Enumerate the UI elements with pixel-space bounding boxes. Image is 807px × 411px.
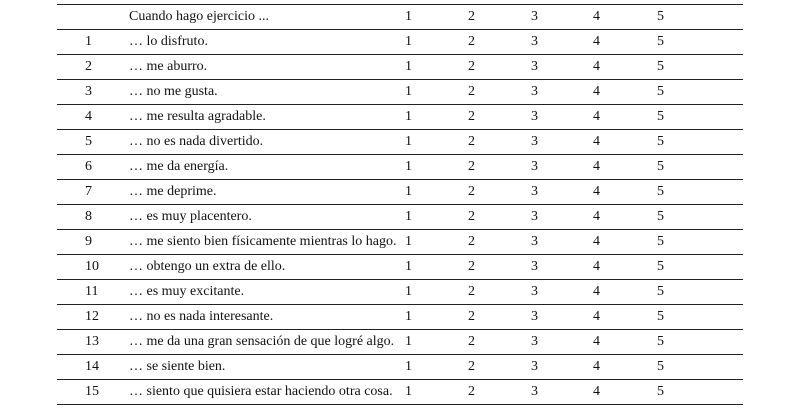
- scale-option-3: 3: [524, 280, 586, 305]
- item-statement: … es muy excitante.: [126, 280, 398, 305]
- item-statement: … es muy placentero.: [126, 205, 398, 230]
- item-statement: … me aburro.: [126, 55, 398, 80]
- scale-option-5: 5: [649, 180, 743, 205]
- scale-option-3: 3: [524, 380, 586, 405]
- scale-option-2: 2: [461, 255, 524, 280]
- item-statement: … no me gusta.: [126, 80, 398, 105]
- scale-option-3: 3: [524, 230, 586, 255]
- item-number: 9: [57, 230, 126, 255]
- table-row: [57, 105, 743, 130]
- scale-option-5: 5: [649, 230, 743, 255]
- scale-option-3: 3: [524, 55, 586, 80]
- item-number: 12: [57, 305, 126, 330]
- item-number: 10: [57, 255, 126, 280]
- scale-option-4: 4: [586, 105, 649, 130]
- scale-option-1: 1: [398, 230, 461, 255]
- table-row: [57, 205, 743, 230]
- scale-option-5: 5: [649, 30, 743, 55]
- questionnaire-table-container: [57, 4, 743, 405]
- scale-option-3: 3: [524, 205, 586, 230]
- header-scale-cell-1: 1: [398, 5, 461, 30]
- scale-option-4: 4: [586, 380, 649, 405]
- scale-option-1: 1: [398, 330, 461, 355]
- header-statement-cell: Cuando hago ejercicio ...: [126, 5, 398, 30]
- scale-option-4: 4: [586, 205, 649, 230]
- item-number: 15: [57, 380, 126, 405]
- item-number: 11: [57, 280, 126, 305]
- item-number: 2: [57, 55, 126, 80]
- scale-option-5: 5: [649, 255, 743, 280]
- table-row: [57, 280, 743, 305]
- scale-option-5: 5: [649, 330, 743, 355]
- scale-option-4: 4: [586, 355, 649, 380]
- scale-option-1: 1: [398, 205, 461, 230]
- scale-option-4: 4: [586, 180, 649, 205]
- table-row: [57, 55, 743, 80]
- scale-option-1: 1: [398, 130, 461, 155]
- table-row: [57, 330, 743, 355]
- item-statement: … me deprime.: [126, 180, 398, 205]
- scale-option-3: 3: [524, 355, 586, 380]
- item-statement: … no es nada interesante.: [126, 305, 398, 330]
- item-number: 4: [57, 105, 126, 130]
- scale-option-2: 2: [461, 55, 524, 80]
- item-statement: … me resulta agradable.: [126, 105, 398, 130]
- scale-option-3: 3: [524, 155, 586, 180]
- scale-option-1: 1: [398, 255, 461, 280]
- scale-option-3: 3: [524, 30, 586, 55]
- header-scale-cell-5: 5: [649, 5, 743, 30]
- header-scale-cell-4: 4: [586, 5, 649, 30]
- item-statement: … siento que quisiera estar haciendo otra cosa.: [126, 380, 398, 405]
- scale-option-5: 5: [649, 205, 743, 230]
- scale-option-4: 4: [586, 55, 649, 80]
- scale-option-5: 5: [649, 55, 743, 80]
- table-row: [57, 130, 743, 155]
- scale-option-4: 4: [586, 330, 649, 355]
- item-statement: … no es nada divertido.: [126, 130, 398, 155]
- table-row: [57, 80, 743, 105]
- scale-option-1: 1: [398, 305, 461, 330]
- scale-option-3: 3: [524, 255, 586, 280]
- scale-option-2: 2: [461, 80, 524, 105]
- scale-option-3: 3: [524, 305, 586, 330]
- item-statement: … se siente bien.: [126, 355, 398, 380]
- item-number: 3: [57, 80, 126, 105]
- table-row: [57, 305, 743, 330]
- item-statement: … me da una gran sensación de que logré algo.: [126, 330, 398, 355]
- scale-option-5: 5: [649, 155, 743, 180]
- item-statement: … obtengo un extra de ello.: [126, 255, 398, 280]
- scale-option-2: 2: [461, 130, 524, 155]
- header-scale-cell-3: 3: [524, 5, 586, 30]
- scale-option-3: 3: [524, 105, 586, 130]
- scale-option-2: 2: [461, 330, 524, 355]
- table-row: [57, 180, 743, 205]
- scale-option-5: 5: [649, 105, 743, 130]
- table-row: [57, 230, 743, 255]
- table-row: [57, 380, 743, 405]
- questionnaire-table: [57, 4, 743, 405]
- scale-option-4: 4: [586, 80, 649, 105]
- scale-option-3: 3: [524, 180, 586, 205]
- scale-option-5: 5: [649, 380, 743, 405]
- scale-option-2: 2: [461, 180, 524, 205]
- scale-option-1: 1: [398, 355, 461, 380]
- scale-option-4: 4: [586, 30, 649, 55]
- scale-option-3: 3: [524, 130, 586, 155]
- scale-option-3: 3: [524, 330, 586, 355]
- scale-option-2: 2: [461, 105, 524, 130]
- scale-option-4: 4: [586, 155, 649, 180]
- scale-option-2: 2: [461, 305, 524, 330]
- scale-option-1: 1: [398, 280, 461, 305]
- item-number: 14: [57, 355, 126, 380]
- scale-option-5: 5: [649, 355, 743, 380]
- table-row: [57, 255, 743, 280]
- scale-option-2: 2: [461, 355, 524, 380]
- scale-option-1: 1: [398, 155, 461, 180]
- item-number: 7: [57, 180, 126, 205]
- scale-option-4: 4: [586, 130, 649, 155]
- scale-option-4: 4: [586, 230, 649, 255]
- scale-option-2: 2: [461, 205, 524, 230]
- item-number: 5: [57, 130, 126, 155]
- table-header-row: [57, 5, 743, 30]
- scale-option-5: 5: [649, 305, 743, 330]
- item-number: 1: [57, 30, 126, 55]
- item-number: 13: [57, 330, 126, 355]
- item-statement: … lo disfruto.: [126, 30, 398, 55]
- header-scale-cell-2: 2: [461, 5, 524, 30]
- scale-option-4: 4: [586, 255, 649, 280]
- scale-option-1: 1: [398, 55, 461, 80]
- scale-option-1: 1: [398, 80, 461, 105]
- scale-option-1: 1: [398, 380, 461, 405]
- scale-option-4: 4: [586, 305, 649, 330]
- table-row: [57, 355, 743, 380]
- scale-option-4: 4: [586, 280, 649, 305]
- item-number: 8: [57, 205, 126, 230]
- table-row: [57, 30, 743, 55]
- scale-option-1: 1: [398, 105, 461, 130]
- scale-option-2: 2: [461, 155, 524, 180]
- table-row: [57, 155, 743, 180]
- item-number: 6: [57, 155, 126, 180]
- scale-option-5: 5: [649, 80, 743, 105]
- table-body: [57, 5, 743, 405]
- scale-option-3: 3: [524, 80, 586, 105]
- scale-option-2: 2: [461, 380, 524, 405]
- scale-option-1: 1: [398, 30, 461, 55]
- header-number-cell: [57, 5, 126, 30]
- item-statement: … me da energía.: [126, 155, 398, 180]
- scale-option-2: 2: [461, 280, 524, 305]
- scale-option-2: 2: [461, 30, 524, 55]
- scale-option-1: 1: [398, 180, 461, 205]
- scale-option-2: 2: [461, 230, 524, 255]
- scale-option-5: 5: [649, 280, 743, 305]
- item-statement: … me siento bien físicamente mientras lo hago.: [126, 230, 398, 255]
- scale-option-5: 5: [649, 130, 743, 155]
